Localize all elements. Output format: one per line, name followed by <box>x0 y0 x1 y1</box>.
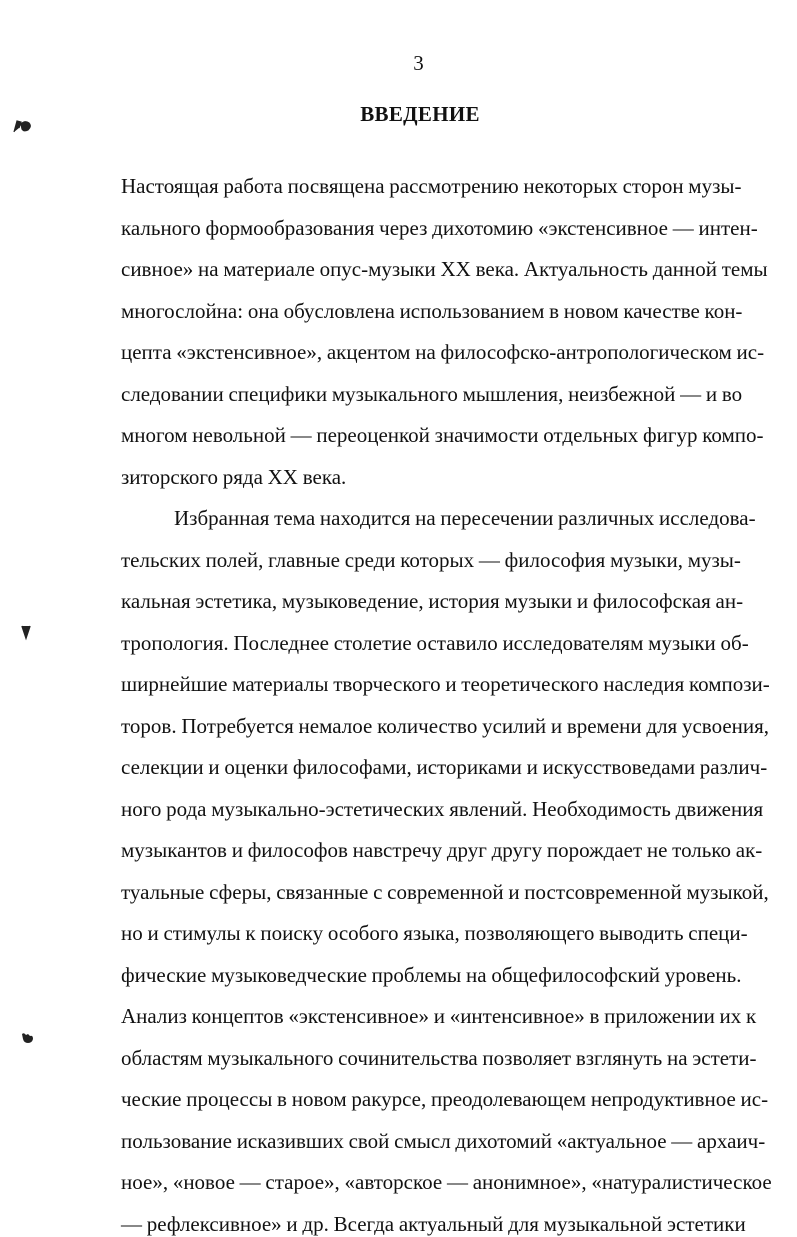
text-line: сивное» на материале опус-музыки XX века. Актуальность данной темы <box>121 257 768 281</box>
text-line: многослойна: она обусловлена использованием в новом качестве кон- <box>121 299 743 323</box>
text-line: фические музыковедческие проблемы на общефилософский уровень. <box>121 963 742 987</box>
text-line: — рефлексивное» и др. Всегда актуальный для музыкальной эстетики <box>121 1212 746 1236</box>
text-line: следовании специфики музыкального мышления, неизбежной — и во <box>121 382 743 406</box>
text-line: кальная эстетика, музыковедение, история музыки и философская ан- <box>121 589 744 613</box>
scan-mark <box>12 118 34 134</box>
scan-mark <box>20 1030 36 1046</box>
text-line: торов. Потребуется немалое количество усилий и времени для усвоения, <box>121 714 770 738</box>
text-line: тельских полей, главные среди которых — философия музыки, музы- <box>121 548 741 572</box>
text-line: селекции и оценки философами, историками и искусствоведами различ- <box>121 755 768 779</box>
page-number: 3 <box>413 51 424 75</box>
text-line: но и стимулы к поиску особого языка, позволяющего выводить специ- <box>121 921 748 945</box>
text-line: зиторского ряда XX века. <box>121 465 347 489</box>
text-line: ческие процессы в новом ракурсе, преодолевающем непродуктивное ис- <box>121 1087 769 1111</box>
text-line: ное», «новое — старое», «авторское — анонимное», «натуралистическое <box>121 1170 772 1194</box>
text-line: кального формообразования через дихотомию «экстенсивное — интен- <box>121 216 758 240</box>
text-line: ного рода музыкально-эстетических явлений. Необходимость движения <box>121 797 764 821</box>
scan-mark <box>20 624 32 642</box>
text-line: областям музыкального сочинительства позволяет взглянуть на эстети- <box>121 1046 757 1070</box>
text-line: тропология. Последнее столетие оставило исследователям музыки об- <box>121 631 749 655</box>
text-line: музыкантов и философов навстречу друг другу порождает не только ак- <box>121 838 763 862</box>
text-line: Настоящая работа посвящена рассмотрению некоторых сторон музы- <box>121 174 742 198</box>
text-line: многом невольной — переоценкой значимости отдельных фигур компо- <box>121 423 764 447</box>
section-heading: ВВЕДЕНИЕ <box>360 102 480 126</box>
text-line: пользование исказивших свой смысл дихотомий «актуальное — архаич- <box>121 1129 766 1153</box>
text-line: цепта «экстенсивное», акцентом на философско-антропологическом ис- <box>121 340 765 364</box>
text-line: туальные сферы, связанные с современной и постсовременной музыкой, <box>121 880 769 904</box>
text-line: Анализ концептов «экстенсивное» и «интенсивное» в приложении их к <box>121 1004 757 1028</box>
text-line: Избранная тема находится на пересечении различных исследова- <box>174 506 756 530</box>
text-line: ширнейшие материалы творческого и теоретического наследия компози- <box>121 672 770 696</box>
